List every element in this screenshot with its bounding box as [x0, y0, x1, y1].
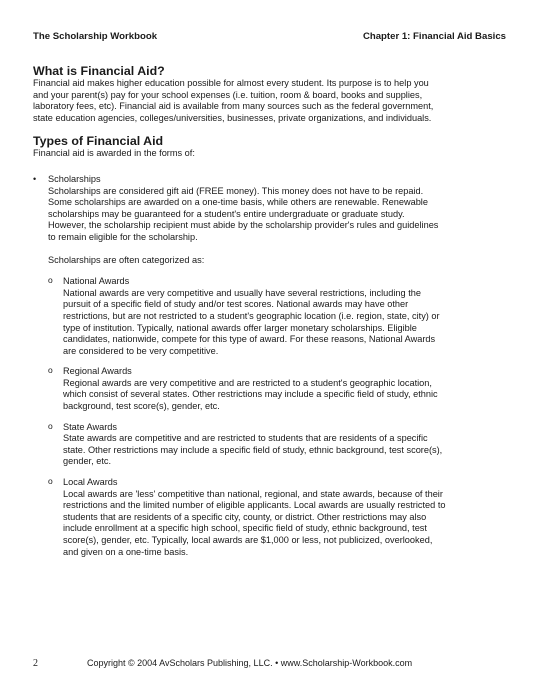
- chapter-title: Chapter 1: Financial Aid Basics: [362, 31, 506, 42]
- text-line: Scholarships are considered gift aid (FREE money). This money does not have to be repaid.: [48, 185, 424, 196]
- award-title: National Awards: [63, 276, 130, 287]
- text-line: and your parent(s) pay for your school expenses (i.e. tuition, room & board, books and supplies,: [33, 89, 423, 100]
- page-footer: [33, 658, 506, 670]
- award-title: Regional Awards: [63, 366, 132, 377]
- text-line: background, test score(s), gender, etc.: [63, 401, 220, 412]
- list-item-local-awards: [48, 477, 511, 558]
- text-line: state. Other restrictions may include a specific field of study, ethnic background, test score(s),: [63, 444, 443, 455]
- page-header: [33, 31, 506, 45]
- text-line: Regional awards are very competitive and are restricted to a student's geographic location,: [63, 377, 432, 388]
- award-paragraph: [63, 378, 511, 413]
- book-title: The Scholarship Workbook: [33, 31, 158, 42]
- list-item-national-awards: [48, 276, 511, 357]
- text-line: candidates, nationwide, compete for this type of award. For these reasons, National Awards: [63, 334, 436, 345]
- circle-bullet-icon: o: [48, 365, 53, 376]
- text-line: State awards are competitive and are restricted to students that are residents of a specific: [63, 433, 428, 444]
- section2-intro: Financial aid is awarded in the forms of:: [33, 148, 195, 159]
- text-line: restrictions and the limited number of eligible applicants. Local awards are usually restricted to: [63, 500, 446, 511]
- text-line: to remain eligible for the scholarship.: [48, 231, 198, 242]
- text-line: National awards are very competitive and usually have several restrictions, including the: [63, 287, 421, 298]
- text-line: are considered to be very competitive.: [63, 345, 219, 356]
- scholarships-title: Scholarships: [48, 173, 101, 184]
- text-line: which consist of several states. Other restrictions may include a specific field of study, ethnic: [63, 389, 438, 400]
- circle-bullet-icon: o: [48, 476, 53, 487]
- circle-bullet-icon: o: [48, 420, 53, 431]
- section-heading-types-of-financial-aid: Types of Financial Aid: [33, 134, 164, 149]
- list-item-scholarships: [33, 174, 511, 558]
- list-item-state-awards: [48, 422, 511, 468]
- text-line: gender, etc.: [63, 456, 112, 467]
- text-line: include enrollment at a specific high school, specific field of study, ethnic background, test: [63, 523, 427, 534]
- text-line: Financial aid makes higher education possible for almost every student. Its purpose is to help you: [33, 78, 429, 88]
- text-line: and given on a one-time basis.: [63, 546, 189, 557]
- text-line: Local awards are 'less' competitive than national, regional, and state awards, because of their: [63, 488, 443, 499]
- text-line: Some scholarships are awarded on a one-time basis, while others are renewable. Renewable: [48, 197, 428, 208]
- section-heading-what-is-financial-aid: What is Financial Aid?: [33, 64, 165, 78]
- award-title: State Awards: [63, 421, 117, 432]
- award-paragraph: [63, 489, 511, 559]
- text-line: students that are residents of a specific city, county, or district. Other restrictions may also: [63, 511, 427, 522]
- circle-bullet-icon: o: [48, 275, 53, 286]
- award-paragraph: [63, 433, 511, 468]
- section1-paragraph: [33, 78, 511, 124]
- text-line: However, the scholarship recipient must abide by the scholarship provider's rules and guidelines: [48, 220, 439, 231]
- text-line: scholarships may be guaranteed for a student's entire undergraduate or graduate study.: [48, 208, 405, 219]
- page-number: 2: [33, 658, 38, 669]
- text-line: score(s), gender, etc. Typically, local awards are $1,000 or less, not publicized, overlooked,: [63, 535, 433, 545]
- text-line: laboratory fees, etc). Financial aid is available from many sources such as the federal government,: [33, 101, 434, 112]
- text-line: restrictions, but are not restricted to a student's geographic location (i.e. region, state, city) or: [63, 310, 440, 321]
- page-content: [33, 64, 511, 558]
- list-item-regional-awards: [48, 366, 511, 412]
- award-title: Local Awards: [63, 477, 118, 488]
- text-line: type of institution. Typically, national awards offer larger monetary scholarships. Eligible: [63, 322, 417, 333]
- bullet-icon: •: [33, 173, 37, 184]
- copyright-notice: Copyright © 2004 AvScholars Publishing, LLC. • www.Scholarship-Workbook.com: [87, 658, 413, 668]
- award-paragraph: [63, 288, 511, 358]
- text-line: state education agencies, colleges/universities, businesses, private organizations, and individuals.: [33, 112, 432, 123]
- categorized-intro: Scholarships are often categorized as:: [48, 254, 205, 265]
- scholarships-paragraph: [48, 186, 511, 244]
- text-line: pursuit of a specific field of study and/or test scores. National awards may have other: [63, 299, 409, 310]
